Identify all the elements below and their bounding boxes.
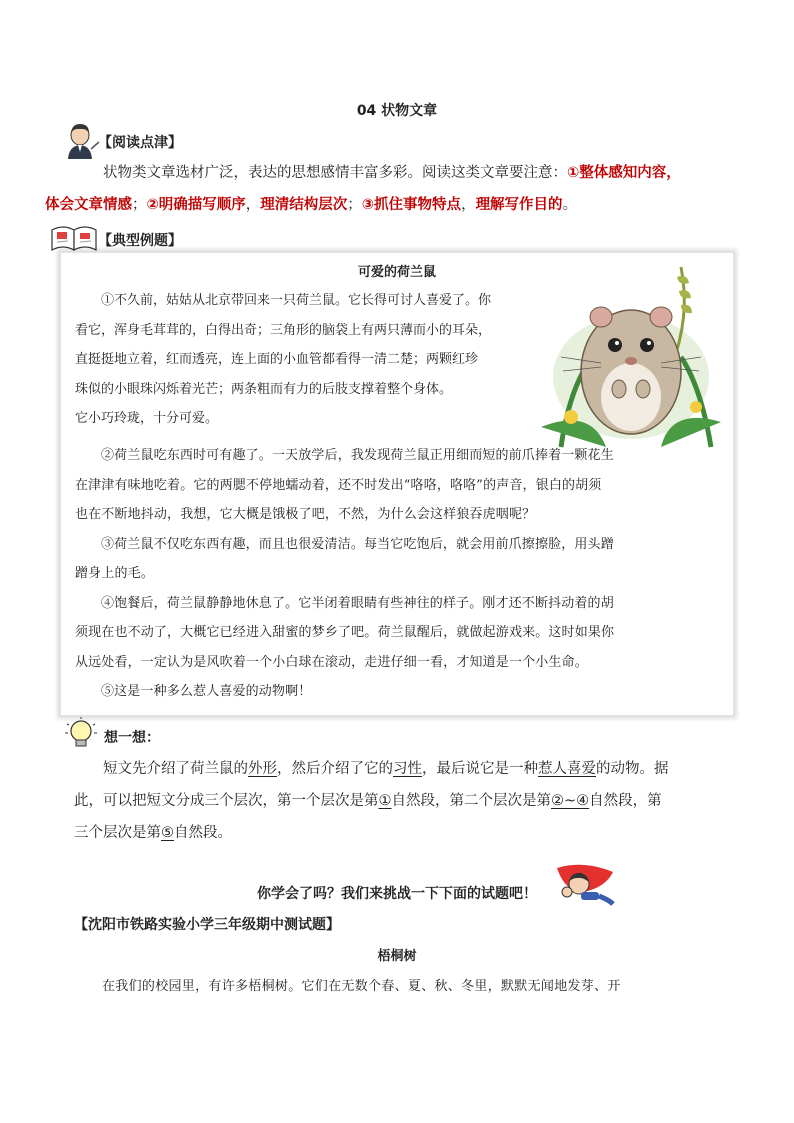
story-title: 可爱的荷兰鼠: [357, 265, 436, 280]
hamster-illustration: [531, 257, 731, 452]
reading-tips-header: 【阅读点津】: [98, 135, 182, 151]
example-box: [60, 252, 734, 716]
reading-first-line: 在我们的校园里，有许多梧桐树。它们在无数个春、夏、秋、冬里，默默无闻地发芽、开: [102, 979, 621, 994]
superhero-icon: [553, 858, 617, 908]
school-test-title: 【沈阳市铁路实验小学三年级期中测试题】: [74, 917, 340, 933]
example-header: 【典型例题】: [98, 233, 182, 249]
book-icon: [50, 222, 98, 252]
reading-tips-paragraph: 状物类文章选材广泛，表达的思想感情丰富多彩。阅读这类文章要注意：①整体感知内容， 体会文章情感；②明确描写顺序，理清结构层次；③抓住事物特点，理解写作目的。: [45, 165, 681, 213]
page-title: 04 状物文章: [356, 103, 438, 119]
teacher-icon: [64, 122, 100, 160]
lightbulb-icon: [64, 716, 98, 752]
challenge-prompt: 你学会了吗？我们来挑战一下下面的试题吧！: [257, 886, 537, 902]
think-paragraph: 短文先介绍了荷兰鼠的外形，然后介绍了它的习性，最后说它是一种惹人喜爱的动物。据 此，可以把短文分成三个层次，第一个层次是第①自然段，第二个层次是第②~④自然段，第 三个层次是第⑤自然段。: [74, 761, 669, 841]
think-header: 想一想：: [104, 730, 160, 746]
reading-title: 梧桐树: [377, 949, 417, 964]
story-paragraph-1: ①不久前，姑姑从北京带回来一只荷兰鼠。它长得可讨人喜爱了。你 看它，浑身毛茸茸的，白得出奇；三角形的脑袋上有两只薄而小的耳朵， 直挺挺地立着，红而透亮，连上面的小血管都看得一清二楚；两颗红珍 珠似的小眼珠闪烁着光芒；两条粗而有力的后肢支撑着整个身体。 它小巧玲珑，十分可爱。: [75, 293, 492, 426]
story-paragraphs-2-5: ②荷兰鼠吃东西时可有趣了。一天放学后，我发现荷兰鼠正用细而短的前爪捧着一颗花生 在津津有味地吃着。它的两腮不停地蠕动着，还不时发出“咯咯，咯咯”的声音，银白的胡须 也在不断地抖动，我想，它大概是饿极了吧，不然，为什么会这样狼吞虎咽呢？ ③荷兰鼠不仅吃东西有趣，而且也很爱清洁。每当它吃饱后，就会用前爪擦擦脸，用头蹭 蹭身上的毛。 ④饱餐后，荷兰鼠静静地休息了。它半闭着眼睛有些神往的样子。刚才还不断抖动着的胡 须现在也不动了，大概它已经进入甜蜜的梦乡了吧。荷兰鼠醒后，就做起游戏来。这时如果你 从远处看，一定认为是风吹着一个小白球在滚动，走进仔细一看，才知道是一个小生命。 ⑤这是一种多么惹人喜爱的动物啊！: [75, 448, 615, 699]
